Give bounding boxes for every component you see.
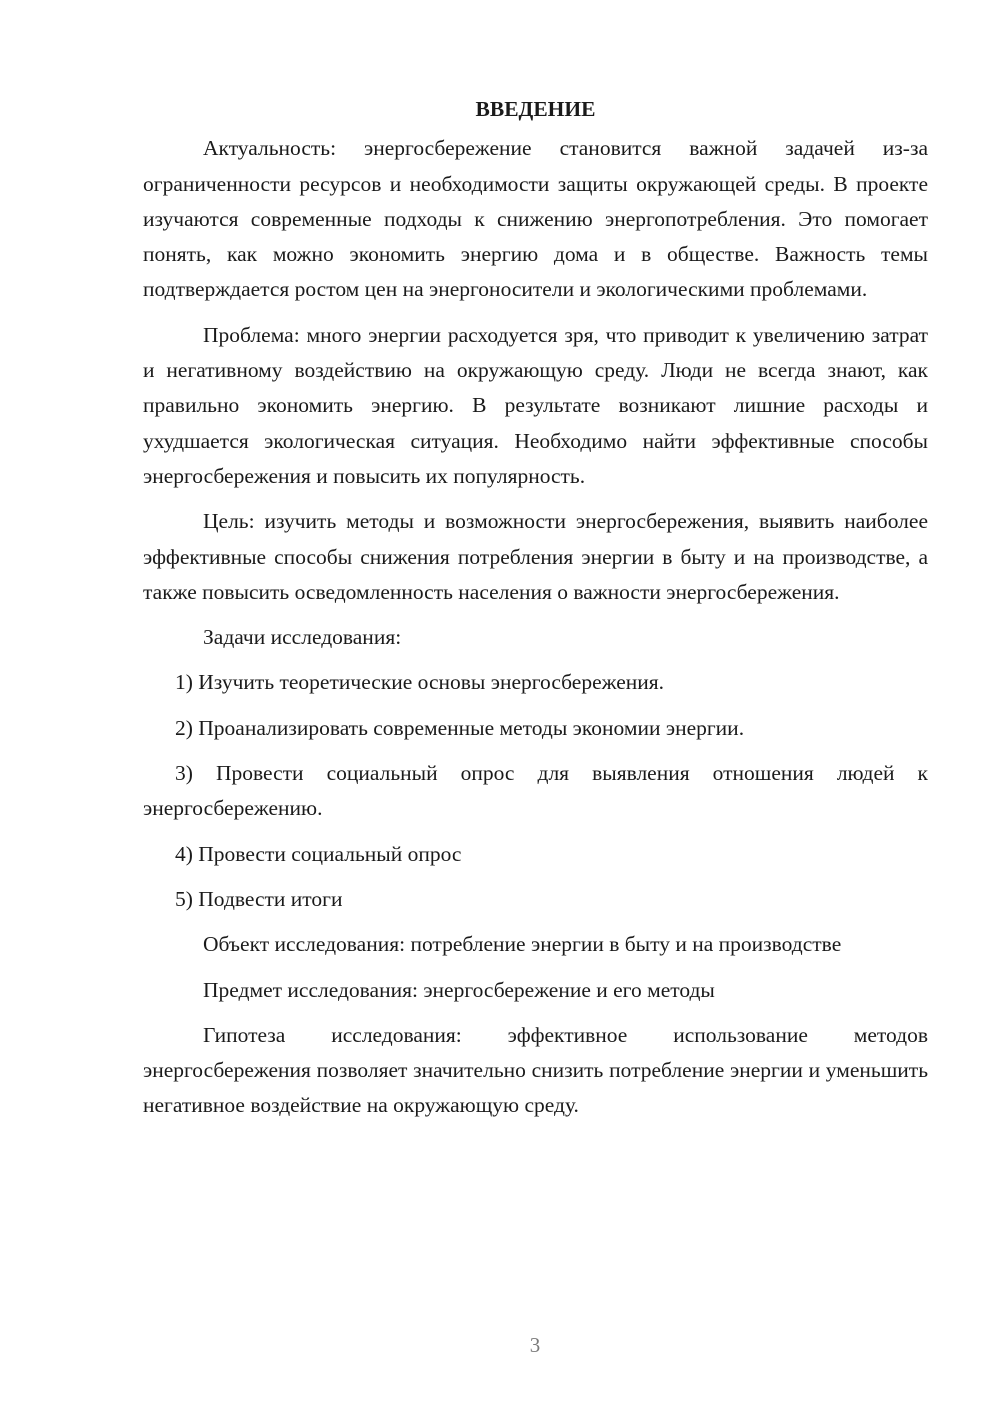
paragraph-relevance: Актуальность: энергосбережение становится важной задачей из-за ограниченности ресурсов и необходимости защиты окружающей среды. В проекте изучаются современные подходы к снижению энергопотребления. Это помогает понять, как можно экономить энергию дома и в обществе. Важность темы подтверждается ростом цен на энергоносители и экологическими проблемами. [143,136,928,302]
task-item-5: 5) Подвести итоги [175,886,343,911]
section-heading: ВВЕДЕНИЕ [475,97,596,121]
paragraph-object: Объект исследования: потребление энергии в быту и на производстве [203,932,842,957]
paragraph-subject: Предмет исследования: энергосбережение и его методы [203,977,715,1002]
document-page [143,92,928,1124]
task-item-1: 1) Изучить теоретические основы энергосбережения. [175,670,665,695]
task-item-2: 2) Проанализировать современные методы экономии энергии. [175,715,745,740]
paragraph-goal: Цель: изучить методы и возможности энергосбережения, выявить наиболее эффективные способы снижения потребления энергии в быту и на производстве, а также повысить осведомленность населения о важности энергосбережения. [143,509,928,604]
paragraph-problem: Проблема: много энергии расходуется зря, что приводит к увеличению затрат и негативному воздействию на окружающую среду. Люди не всегда знают, как правильно экономить энергию. В результате возникают лишние расходы и ухудшается экологическая ситуация. Необходимо найти эффективные способы энергосбережения и повысить их популярность. [143,322,928,488]
task-item-3: 3) Провести социальный опрос для выявления отношения людей к энергосбережению. [143,761,928,821]
paragraph-tasks-heading: Задачи исследования: [203,625,402,650]
page-number: 3 [529,1333,541,1357]
task-item-4: 4) Провести социальный опрос [175,841,462,866]
paragraph-hypothesis: Гипотеза исследования: эффективное использование методов энергосбережения позволяет значительно снизить потребление энергии и уменьшить негативное воздействие на окружающую среду. [143,1022,928,1118]
